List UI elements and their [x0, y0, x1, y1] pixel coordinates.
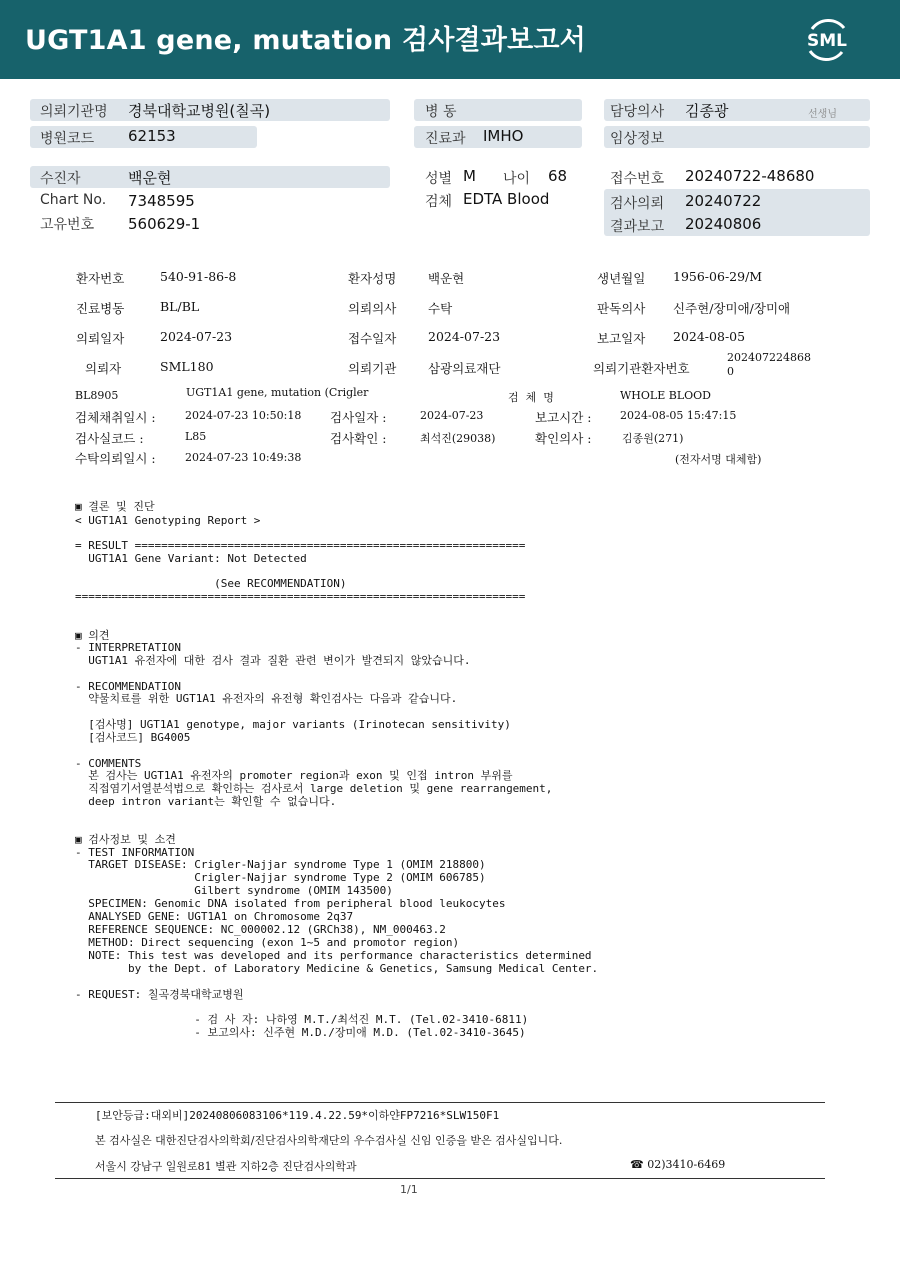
info-label: 의뢰일자	[76, 331, 125, 346]
room-label: 검사실코드 :	[75, 431, 144, 446]
report-title: UGT1A1 gene, mutation 검사결과보고서	[25, 25, 586, 56]
info-label: 생년월일	[597, 271, 646, 286]
info-label: 환자번호	[76, 271, 125, 286]
info-value: 2024-07-23	[160, 329, 233, 344]
comments-heading: - COMMENTS	[75, 757, 142, 770]
patient-value: 백운현	[128, 169, 172, 187]
request-date-value: 20240722	[685, 192, 762, 210]
info-label: 의뢰의사	[348, 301, 397, 316]
sex-label: 성별	[425, 171, 453, 187]
info-label: 진료병동	[76, 301, 125, 316]
recommendation-test-code: [검사코드] BG4005	[75, 731, 191, 744]
report-date-value: 20240806	[685, 215, 762, 233]
doctor-value: 김종광	[685, 102, 729, 120]
info-label: 보고일자	[597, 331, 646, 346]
specimen-name-value: WHOLE BLOOD	[620, 389, 711, 402]
age-value: 68	[548, 167, 568, 185]
department-value: IMHO	[483, 127, 524, 145]
reporter-line: - 보고의사: 신주현 M.D./장미애 M.D. (Tel.02-3410-3645)	[75, 1026, 526, 1039]
result-text: UGT1A1 Gene Variant: Not Detected	[75, 552, 307, 565]
recommendation-text: 약물치료를 위한 UGT1A1 유전자의 유전형 확인검사는 다음과 같습니다.	[75, 692, 458, 705]
testinfo-line: SPECIMEN: Genomic DNA isolated from peripheral blood leukocytes	[75, 897, 506, 910]
specimen-name-label: 검 체 명	[508, 391, 554, 404]
institution-label: 의뢰기관명	[40, 104, 108, 120]
request-date-label: 검사의뢰	[610, 196, 665, 212]
info-value: 2024-08-05	[673, 329, 746, 344]
hospital-code-value: 62153	[128, 127, 176, 145]
info-label: 판독의사	[597, 301, 646, 316]
unique-label: 고유번호	[40, 217, 95, 233]
hospital-code-label: 병원코드	[40, 131, 95, 147]
testinfo-line: REFERENCE SEQUENCE: NC_000002.12 (GRCh38), NM_000463.2	[75, 923, 446, 936]
see-recommendation: (See RECOMMENDATION)	[75, 577, 347, 590]
tester-line: - 검 사 자: 나하영 M.T./최석진 M.T. (Tel.02-3410-6811)	[75, 1013, 529, 1026]
testdate-value: 2024-07-23	[420, 409, 484, 422]
patient-label: 수진자	[40, 171, 81, 187]
info-value: SML180	[160, 359, 214, 374]
chart-label: Chart No.	[40, 192, 107, 208]
comments-line: 직접염기서열분석법으로 확인하는 검사로서 large deletion 및 gene rearrangement,	[75, 782, 553, 795]
specimen-label: 검체	[425, 194, 453, 210]
testinfo-line: TARGET DISEASE: Crigler-Najjar syndrome Type 1 (OMIM 218800)	[75, 858, 486, 871]
age-label: 나이	[503, 171, 531, 187]
testinfo-subheading: - TEST INFORMATION	[75, 846, 195, 859]
info-label: 환자성명	[348, 271, 397, 286]
ward-label: 병 동	[425, 104, 457, 120]
genotyping-title: < UGT1A1 Genotyping Report >	[75, 514, 261, 527]
collect-value: 2024-07-23 10:50:18	[185, 409, 302, 422]
clinical-label: 임상정보	[610, 131, 665, 147]
certification-line: 본 검사실은 대한진단검사의학회/진단검사의학재단의 우수검사실 신임 인증을 받은 검사실입니다.	[95, 1134, 563, 1147]
interpretation-heading: - INTERPRETATION	[75, 641, 181, 654]
test-name: UGT1A1 gene, mutation (Crigler	[186, 386, 369, 399]
reporttime-label: 보고시간 :	[535, 410, 592, 425]
report-date-label: 결과보고	[610, 219, 665, 235]
testinfo-line: by the Dept. of Laboratory Medicine & Genetics, Samsung Medical Center.	[75, 962, 599, 975]
doctor-suffix: 선생님	[808, 109, 837, 120]
testinfo-line: Gilbert syndrome (OMIM 143500)	[75, 884, 393, 897]
receipt-value: 20240722-48680	[685, 167, 815, 185]
confirm-value: 최석진(29038)	[420, 432, 496, 445]
room-value: L85	[185, 430, 207, 443]
info-value: 0	[727, 365, 734, 378]
info-value: 백운현	[428, 271, 465, 286]
testdate-label: 검사일자 :	[330, 410, 387, 425]
confdoc-label: 확인의사 :	[535, 431, 592, 446]
testinfo-line: Crigler-Najjar syndrome Type 2 (OMIM 606785)	[75, 871, 486, 884]
request-time-label: 수탁의뢰일시 :	[75, 451, 156, 466]
conclusion-heading: ▣ 결론 및 진단	[75, 500, 155, 513]
info-value: 삼광의료재단	[428, 361, 501, 376]
recommendation-test-name: [검사명] UGT1A1 genotype, major variants (Irinotecan sensitivity)	[75, 718, 511, 731]
specimen-value: EDTA Blood	[463, 190, 550, 208]
address-line: 서울시 강남구 일원로81 별관 지하2층 진단검사의학과	[95, 1160, 357, 1173]
info-value: 수탁	[428, 301, 453, 316]
testinfo-heading: ▣ 검사정보 및 소견	[75, 833, 176, 846]
info-label: 의뢰기관환자번호	[593, 361, 690, 376]
opinion-heading: ▣ 의견	[75, 629, 110, 642]
info-label: 접수일자	[348, 331, 397, 346]
logo-text: SML	[807, 31, 847, 51]
security-line: [보안등급:대외비]20240806083106*119.4.22.59*이하얀FP7216*SLW150F1	[95, 1109, 500, 1122]
recommendation-heading: - RECOMMENDATION	[75, 680, 181, 693]
confdoc-value: 김종원(271)	[622, 432, 684, 445]
testinfo-line: NOTE: This test was developed and its performance characteristics determined	[75, 949, 592, 962]
result-rule: ====================================================================	[75, 590, 526, 603]
info-value: 신주현/장미애/장미애	[673, 301, 791, 316]
testinfo-line: METHOD: Direct sequencing (exon 1~5 and promotor region)	[75, 936, 460, 949]
institution-value: 경북대학교병원(칠곡)	[128, 102, 271, 120]
phone-line: ☎ 02)3410-6469	[630, 1158, 726, 1171]
doctor-label: 담당의사	[610, 104, 665, 120]
unique-value: 560629-1	[128, 215, 201, 233]
comments-line: deep intron variant는 확인할 수 없습니다.	[75, 795, 337, 808]
sex-value: M	[463, 167, 476, 185]
comments-line: 본 검사는 UGT1A1 유전자의 promoter region과 exon 및 인접 intron 부위를	[75, 769, 513, 782]
request-line: - REQUEST: 칠곡경북대학교병원	[75, 988, 244, 1001]
sml-logo	[802, 14, 852, 64]
confirm-label: 검사확인 :	[330, 431, 387, 446]
footer-divider-top	[55, 1102, 825, 1103]
department-label: 진료과	[425, 131, 466, 147]
interpretation-text: UGT1A1 유전자에 대한 검사 결과 질환 관련 변이가 발견되지 않았습니다.	[75, 654, 471, 667]
footer-divider-bottom	[55, 1178, 825, 1179]
chart-value: 7348595	[128, 192, 195, 210]
patient-row-bg	[30, 166, 390, 188]
result-line: = RESULT ===========================================================	[75, 539, 526, 552]
report-banner	[0, 0, 900, 79]
info-label: 의뢰기관	[348, 361, 397, 376]
test-code: BL8905	[75, 389, 119, 402]
esign-note: (전자서명 대체함)	[675, 453, 762, 466]
collect-label: 검체채취일시 :	[75, 410, 156, 425]
request-time-value: 2024-07-23 10:49:38	[185, 451, 302, 464]
info-value: BL/BL	[160, 299, 200, 314]
info-value: 1956-06-29/M	[673, 269, 763, 284]
testinfo-line: ANALYSED GENE: UGT1A1 on Chromosome 2q37	[75, 910, 354, 923]
receipt-label: 접수번호	[610, 171, 665, 187]
info-value: 202407224868	[727, 351, 811, 364]
page-number: 1/1	[400, 1183, 418, 1196]
info-label: 의뢰자	[85, 361, 122, 376]
info-value: 2024-07-23	[428, 329, 501, 344]
info-value: 540-91-86-8	[160, 269, 237, 284]
reporttime-value: 2024-08-05 15:47:15	[620, 409, 737, 422]
